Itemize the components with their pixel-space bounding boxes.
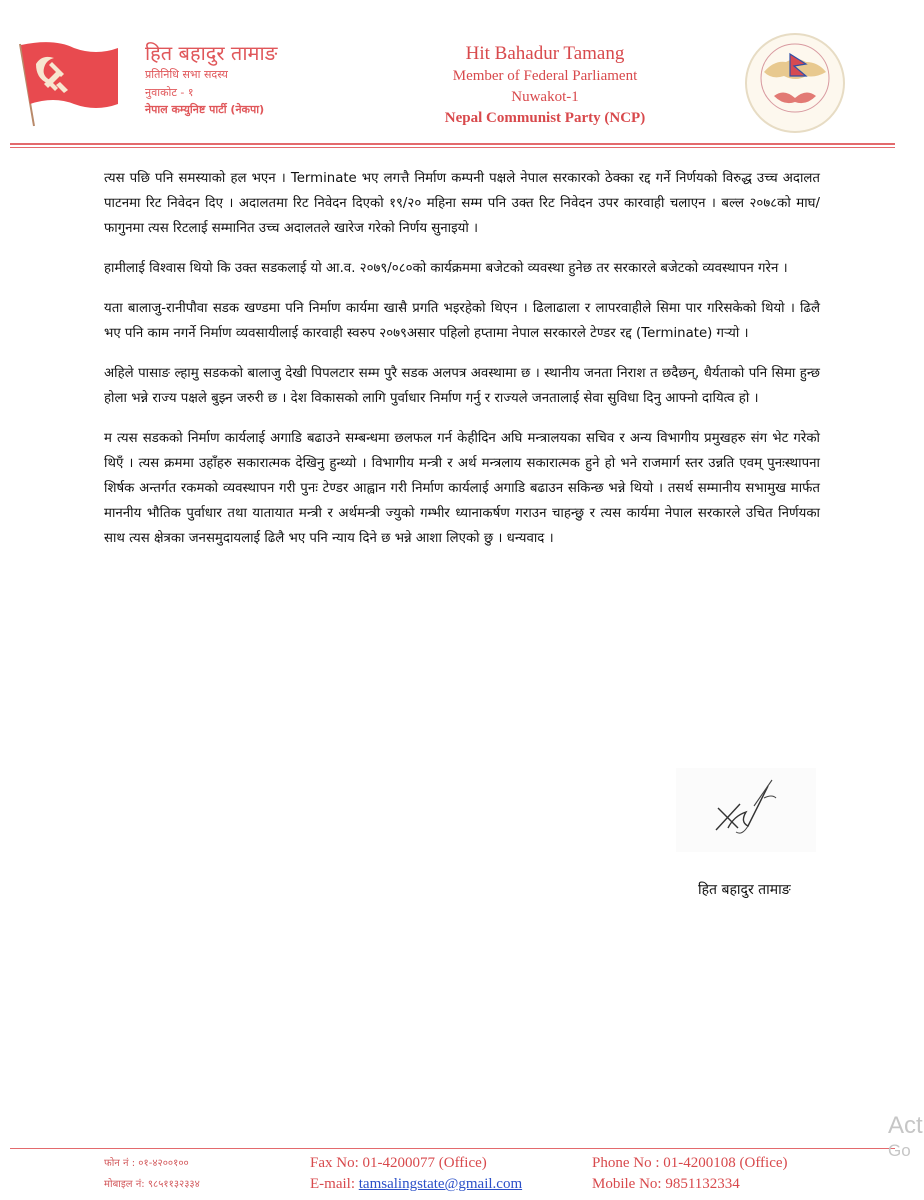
english-name: Hit Bahadur Tamang (465, 43, 625, 64)
nepali-party: नेपाल कम्युनिष्ट पार्टी (नेकपा) (145, 103, 265, 116)
english-district: Nuwakot-1 (511, 89, 579, 105)
footer-mobile: Mobile No: 9851132334 (592, 1176, 740, 1192)
header-rule-thin (10, 147, 895, 148)
watermark-line-1: Act (888, 1112, 923, 1139)
footer-fax: Fax No: 01-4200077 (Office) (310, 1155, 487, 1171)
paragraph: हामीलाई विश्वास थियो कि उक्त सडकलाई यो आ.व. २०७९/०८०को कार्यक्रममा बजेटको व्यवस्था हुनेछ तर सरकारले बजेटको व्यवस्थापन गरेन । (104, 261, 788, 276)
party-flag-icon (14, 38, 124, 128)
nepali-name: हित बहादुर तामाङ (145, 41, 278, 65)
english-title: Member of Federal Parliament (452, 68, 638, 84)
paragraph: यता बालाजु-रानीपौवा सडक खण्डमा पनि निर्माण कार्यमा खासै प्रगति भइरहेको थिएन । ढिलाढाला र लापरवाहीले सिमा पार गरिसकेको थियो । ढिलै भए पनि काम नगर्ने निर्माण व्यवसायीलाई कारवाही स्वरुप २०७९असार पहिलो हप्तामा नेपाल सरकारले टेण्डर रद्द (Terminate) गर्‍यो । (104, 301, 820, 341)
footer-phone-block (592, 1153, 788, 1195)
paragraph: म त्यस सडकको निर्माण कार्यलाई अगाडि बढाउने सम्बन्धमा छलफल गर्न केहीदिन अघि मन्त्रालयका सचिव र अन्य विभागीय प्रमुखहरु संग भेट गरेको थिएँ । त्यस क्रममा उहाँहरु सकारात्मक देखिनु हुन्थ्यो । विभागीय मन्त्री र अर्थ मन्त्रलाय सकारात्मक हुने हो भने राजमार्ग स्तर उन्नति एवम् पुनःस्थापना शिर्षक अन्तर्गत रकमको व्यवस्थापन गरी पुनः टेण्डर आह्वान गरी निर्माण कार्यलाई अगाडि बढाउन सकिन्छ भन्ने थियो । तसर्थ सम्मानीय सभामुख मार्फत माननीय भौतिक पुर्वाधार तथा यातायात मन्त्री र अर्थमन्त्री ज्युको गम्भीर ध्यानाकर्षण गराउन चाहन्छु र त्यस कार्यमा नेपाल सरकारले उचित निर्णयका साथ त्यस क्षेत्रका जनसमुदायलाई ढिलै भए पनि न्याय दिने छ भन्ने आशा लिएको छु । धन्यवाद । (104, 431, 820, 546)
activation-watermark (888, 1112, 923, 1162)
header-rule (10, 143, 895, 145)
watermark-line-2: Go (888, 1141, 911, 1160)
footer-fax-email (310, 1153, 522, 1195)
signature-image (676, 768, 816, 852)
footer-email-label: E-mail: (310, 1176, 355, 1192)
english-party: Nepal Communist Party (NCP) (444, 110, 646, 126)
footer-np-mobile: मोबाइल नं: ९८५११३२३३४ (104, 1179, 200, 1190)
nepali-header (145, 40, 277, 118)
footer-nepali-contact (104, 1153, 200, 1195)
letterhead (0, 0, 924, 150)
paragraph: अहिले पासाङ ल्हामु सडकको बालाजु देखी पिपलटार सम्म पुरै सडक अलपत्र अवस्थामा छ । स्थानीय जनता निराश त छदैछन्, धैर्यताको पनि सिमा हुन्छ होला भन्ने राज्य पक्षले बुझ्न जरुरी छ । देश विकासको लागि पुर्वाधार निर्माण गर्नु र राज्यले जनतालाई सेवा सुविधा दिनु आफ्नो दायित्व हो । (104, 366, 820, 406)
signer-name: हित बहादुर तामाङ (698, 882, 791, 898)
parliament-emblem-icon (744, 32, 846, 134)
nepali-district: नुवाकोट - १ (145, 86, 194, 99)
footer-rule (10, 1148, 895, 1149)
footer-email-row (310, 1174, 522, 1195)
email-link[interactable]: tamsalingstate@gmail.com (358, 1176, 523, 1192)
footer-np-phone: फोन नं : ०१-४२००१०० (104, 1158, 189, 1169)
footer-phone: Phone No : 01-4200108 (Office) (592, 1155, 788, 1171)
nepali-title: प्रतिनिधि सभा सदस्य (145, 68, 228, 81)
english-header (400, 42, 690, 129)
letter-body (104, 166, 820, 566)
paragraph: त्यस पछि पनि समस्याको हल भएन । Terminate भए लगत्तै निर्माण कम्पनी पक्षले नेपाल सरकारको ठेक्का रद्द गर्ने निर्णयको विरुद्ध उच्च अदालत पाटनमा रिट निवेदन दिए । अदालतमा रिट निवेदन दिएको १९/२० महिना सम्म पनि उक्त रिट निवेदन उपर कारवाही चलाएन । बल्ल २०७८को माघ/फागुनमा त्यस रिटलाई सम्मानित उच्च अदालतले खारेज गरेको निर्णय सुनाइयो । (104, 171, 820, 236)
